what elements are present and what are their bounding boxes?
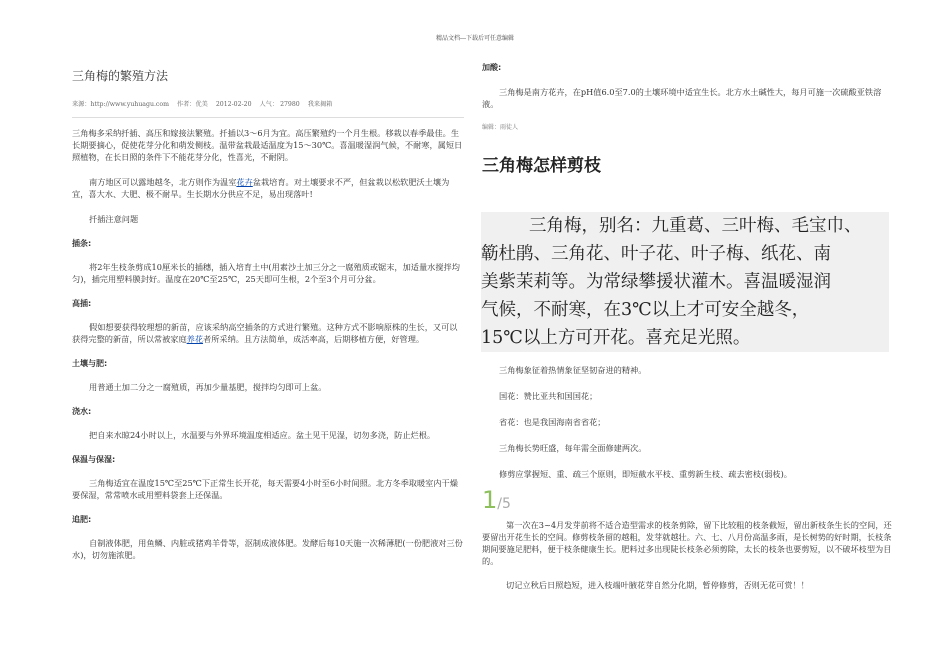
section-title-layering: 高插: bbox=[72, 299, 92, 308]
section-title-fertilizer: 追肥: bbox=[72, 515, 92, 524]
section-text-soil: 用普通土加二分之一腐殖质，再加少量基肥，搅拌均匀即可上盆。 bbox=[89, 382, 327, 392]
intro-paragraph: 三角梅多采纳扦插、高压和嫁接法繁殖。扦插以3～6月为宜。高压繁殖约一个月生根。移栽以春季最佳。生长期要摘心，促使花芽分化和萌发侧枝。温带盆栽最适温度为15～30℃。喜温暖湿润气候，不耐寒，属短日照植物，在长日照的条件下不能花芽分化，性喜光，不耐阴。 bbox=[72, 128, 463, 162]
highlight-line: 美紫茉莉等。为常绿攀援状灌木。喜温暖湿润 bbox=[481, 272, 831, 292]
pruning-title: 三角梅怎样剪枝 bbox=[482, 156, 601, 176]
highlight-line: 气候，不耐寒，在3℃以上才可安全越冬， bbox=[481, 300, 810, 320]
fact-list bbox=[482, 364, 892, 480]
highlight-line: 15℃以上方可开花。喜充足光照。 bbox=[481, 328, 751, 348]
flower-link[interactable]: 花卉 bbox=[236, 177, 253, 187]
section-title-watering: 浇水: bbox=[72, 407, 92, 416]
meta-collect-link[interactable]: 我来揭箱 bbox=[307, 101, 333, 108]
section-text-temperature: 三角梅适宜在温度15℃至25℃下正常生长开花，每天需要4小时至6小时间照。北方冬季取暖室内干燥要保湿，常常喷水或用塑料袋套上还保温。 bbox=[72, 478, 458, 500]
section-title-temperature: 保温与保湿: bbox=[72, 455, 116, 464]
section-title-cutting: 插条: bbox=[72, 239, 92, 248]
meta-date: 2012-02-20 bbox=[215, 101, 252, 108]
page-current: 1 bbox=[482, 486, 498, 514]
editor-note: 编辑：雨徒人 bbox=[482, 124, 519, 131]
meta-source: 来源：http://www.yuhuagu.com bbox=[72, 101, 169, 108]
highlight-line: 簕杜鹃、三角花、叶子花、叶子梅、纸花、南 bbox=[481, 244, 831, 264]
section-text-fertilizer: 自制液体肥，用鱼鳞、内脏或猪鸡羊骨等，沤制成液体肥。发酵后每10天施一次稀薄肥(一份肥液对三份水)，切勿施浓肥。 bbox=[72, 538, 463, 560]
list-item: 国花：赞比亚共和国国花； bbox=[499, 391, 598, 401]
paragraph-text: 盆栽培育。对土壤要求不严，但盆栽以松软肥沃土壤为宜，喜大水、大肥、极不耐旱。生长期水分供应不足，易出现落叶! bbox=[72, 177, 450, 199]
section-text-cutting: 将2年生枝条剪成10厘米长的插穗，插入培育土中(用素沙土加三分之一腐殖质或锯末，加适量水搅拌均匀)，插完用塑料膜封好。温度在20℃至25℃，25天即可生根，2个至3个月可分盆。 bbox=[72, 262, 460, 284]
paragraph-text: 南方地区可以露地越冬，北方则作为温室 bbox=[89, 177, 237, 187]
pruning-warning: 切记立秋后日照趋短，进入枝端叶腋花芽自然分化期，暂停修剪，否则无花可赏！！ bbox=[506, 580, 809, 590]
paragraph-north bbox=[72, 176, 464, 200]
meta-views-count: 27980 bbox=[280, 101, 300, 108]
left-column bbox=[72, 70, 464, 574]
page-total: /5 bbox=[497, 496, 511, 512]
section-title-soil: 土壤与肥: bbox=[72, 359, 108, 368]
page-number bbox=[482, 486, 892, 514]
section-title-acid: 加酸: bbox=[482, 63, 502, 72]
highlight-box bbox=[481, 212, 889, 352]
article-title: 三角梅的繁殖方法 bbox=[72, 69, 169, 83]
list-item: 三角梅象征着热情象征坚韧奋进的精神。 bbox=[499, 365, 647, 375]
section-text-layering bbox=[72, 321, 464, 345]
paragraph-text: 假如想要获得较理想的新苗，应该采纳高空插条的方式进行繁殖。这种方式不影响原株的生长，又可以获得完整的新苗，所以常被家庭 bbox=[72, 322, 458, 344]
meta-views-label: 人气： bbox=[259, 101, 279, 108]
list-item: 三角梅长势旺盛，每年需全面修建两次。 bbox=[499, 443, 647, 453]
pruning-paragraph: 第一次在3~4月发芽前将不适合造型需求的枝条剪除，留下比较粗的枝条截短，留出新枝条生长的空间，还要留出开花生长的空间。修剪枝条留的越粗，发芽就越壮。六、七、八月份高温多雨，是长树势的好时期，长枝条期间要施足肥料，便于枝条健康生长。肥料过多出现陡长枝条必须剪除，太长的枝条也要剪短，以不破坏枝型为目的。 bbox=[482, 520, 892, 566]
notes-heading: 扦插注意问题 bbox=[89, 214, 139, 224]
article-meta bbox=[72, 99, 464, 118]
paragraph-text: 者所采纳。且方法简单，成活率高，后期移植方便，好管理。 bbox=[203, 334, 425, 344]
right-column bbox=[482, 62, 892, 603]
list-item: 省花：也是我国海南省省花； bbox=[499, 417, 606, 427]
highlight-line: 三角梅，别名：九重葛、三叶梅、毛宝巾、 bbox=[529, 216, 862, 236]
list-item: 修剪应掌握短、重、疏三个原则，即短截水平枝、重剪新生枝、疏去密枝(弱枝)。 bbox=[499, 469, 792, 479]
section-text-acid: 三角梅是南方花卉，在pH值6.0至7.0的土壤环境中适宜生长。北方水土碱性大，每月可施一次硫酸亚铁溶液。 bbox=[482, 87, 882, 109]
meta-author: 作者：优美 bbox=[176, 101, 208, 108]
header-note: 精品文档---下载后可任意编辑 bbox=[435, 35, 515, 42]
gardening-link[interactable]: 养花 bbox=[186, 334, 204, 344]
section-text-watering: 把自来水晾24小时以上，水温要与外界环境温度相适应。盆土见干见湿，切勿多浇，防止烂根。 bbox=[89, 430, 436, 440]
